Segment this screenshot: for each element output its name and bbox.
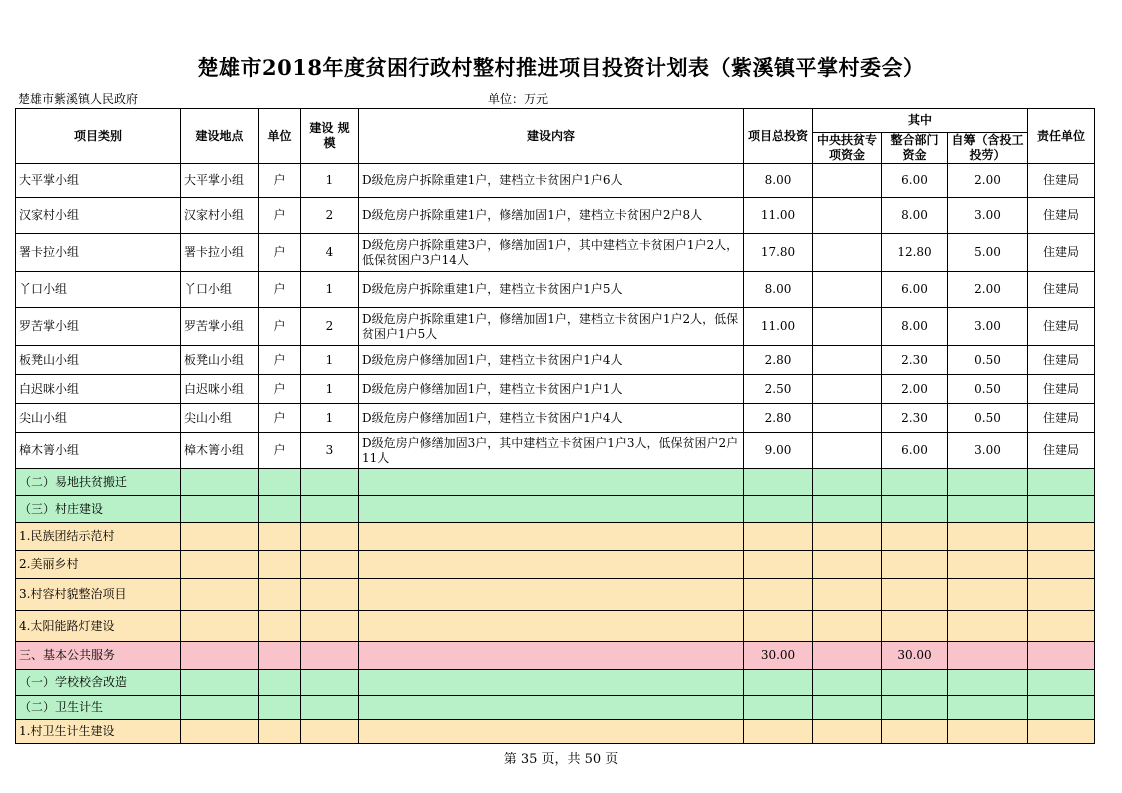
cell-self: 5.00 bbox=[948, 234, 1028, 272]
cell-integrated: 2.30 bbox=[882, 404, 948, 433]
cell-unit bbox=[259, 642, 301, 670]
table-row bbox=[16, 642, 1095, 670]
cell-integrated bbox=[882, 696, 948, 720]
cell-scale bbox=[301, 523, 359, 551]
cell-scale bbox=[301, 469, 359, 496]
cell-integrated bbox=[882, 551, 948, 579]
cell-total: 11.00 bbox=[744, 198, 813, 234]
cell-self bbox=[948, 670, 1028, 696]
cell-scale: 1 bbox=[301, 272, 359, 308]
cell-responsible bbox=[1028, 696, 1095, 720]
cell-total bbox=[744, 611, 813, 642]
cell-scale bbox=[301, 696, 359, 720]
cell-scale bbox=[301, 611, 359, 642]
cell-content: D级危房户拆除重建1户，建档立卡贫困户1户5人 bbox=[359, 272, 744, 308]
cell-integrated bbox=[882, 579, 948, 611]
cell-unit bbox=[259, 579, 301, 611]
cell-content bbox=[359, 720, 744, 744]
cell-central bbox=[813, 696, 882, 720]
cell-unit bbox=[259, 696, 301, 720]
header-responsible: 责任单位 bbox=[1028, 109, 1095, 164]
cell-location bbox=[181, 579, 259, 611]
table-row bbox=[16, 579, 1095, 611]
cell-self: 3.00 bbox=[948, 308, 1028, 346]
cell-category: 署卡拉小组 bbox=[16, 234, 181, 272]
cell-total bbox=[744, 496, 813, 523]
cell-scale: 3 bbox=[301, 433, 359, 469]
cell-location bbox=[181, 469, 259, 496]
cell-integrated: 2.30 bbox=[882, 346, 948, 375]
table-row bbox=[16, 375, 1095, 404]
cell-unit bbox=[259, 670, 301, 696]
cell-self bbox=[948, 696, 1028, 720]
cell-central bbox=[813, 375, 882, 404]
cell-responsible bbox=[1028, 523, 1095, 551]
cell-content bbox=[359, 579, 744, 611]
table-row bbox=[16, 523, 1095, 551]
cell-central bbox=[813, 642, 882, 670]
page-title: 楚雄市2018年度贫困行政村整村推进项目投资计划表（紫溪镇平掌村委会） bbox=[197, 55, 925, 80]
cell-category: 板凳山小组 bbox=[16, 346, 181, 375]
cell-scale: 1 bbox=[301, 164, 359, 198]
cell-content: D级危房户修缮加固1户，建档立卡贫困户1户1人 bbox=[359, 375, 744, 404]
cell-location bbox=[181, 670, 259, 696]
page-number: 第 35 页，共 50 页 bbox=[503, 752, 619, 767]
cell-total: 8.00 bbox=[744, 164, 813, 198]
cell-content: D级危房户拆除重建1户，修缮加固1户，建档立卡贫困户2户8人 bbox=[359, 198, 744, 234]
cell-self: 0.50 bbox=[948, 404, 1028, 433]
cell-unit: 户 bbox=[259, 308, 301, 346]
cell-responsible: 住建局 bbox=[1028, 346, 1095, 375]
cell-category: 白迟咪小组 bbox=[16, 375, 181, 404]
cell-content: D级危房户修缮加固1户，建档立卡贫困户1户4人 bbox=[359, 404, 744, 433]
cell-category: （二）卫生计生 bbox=[16, 696, 181, 720]
cell-unit: 户 bbox=[259, 346, 301, 375]
cell-unit: 户 bbox=[259, 198, 301, 234]
cell-total: 8.00 bbox=[744, 272, 813, 308]
cell-integrated: 30.00 bbox=[882, 642, 948, 670]
cell-integrated bbox=[882, 523, 948, 551]
cell-content: D级危房户修缮加固3户，其中建档立卡贫困户1户3人，低保贫困户2户11人 bbox=[359, 433, 744, 469]
cell-category: （二）易地扶贫搬迁 bbox=[16, 469, 181, 496]
cell-integrated: 8.00 bbox=[882, 198, 948, 234]
cell-location: 板凳山小组 bbox=[181, 346, 259, 375]
table-row bbox=[16, 496, 1095, 523]
table-row bbox=[16, 720, 1095, 744]
org-name: 楚雄市紫溪镇人民政府 bbox=[18, 92, 139, 106]
cell-total bbox=[744, 696, 813, 720]
cell-integrated bbox=[882, 496, 948, 523]
cell-content: D级危房户修缮加固1户，建档立卡贫困户1户4人 bbox=[359, 346, 744, 375]
cell-self bbox=[948, 551, 1028, 579]
cell-scale: 1 bbox=[301, 404, 359, 433]
cell-category: 4.太阳能路灯建设 bbox=[16, 611, 181, 642]
cell-total bbox=[744, 469, 813, 496]
cell-responsible: 住建局 bbox=[1028, 308, 1095, 346]
cell-location bbox=[181, 523, 259, 551]
cell-self: 2.00 bbox=[948, 164, 1028, 198]
cell-responsible: 住建局 bbox=[1028, 234, 1095, 272]
cell-scale bbox=[301, 579, 359, 611]
cell-central bbox=[813, 272, 882, 308]
table-row bbox=[16, 308, 1095, 346]
table-row bbox=[16, 346, 1095, 375]
cell-central bbox=[813, 164, 882, 198]
table-row bbox=[16, 164, 1095, 198]
cell-responsible: 住建局 bbox=[1028, 375, 1095, 404]
cell-unit bbox=[259, 611, 301, 642]
cell-total bbox=[744, 579, 813, 611]
header-scale: 建设 规模 bbox=[301, 109, 359, 164]
cell-responsible bbox=[1028, 579, 1095, 611]
cell-content bbox=[359, 670, 744, 696]
cell-self: 3.00 bbox=[948, 433, 1028, 469]
cell-content: D级危房户拆除重建1户，建档立卡贫困户1户6人 bbox=[359, 164, 744, 198]
cell-self: 0.50 bbox=[948, 375, 1028, 404]
table-body bbox=[16, 164, 1095, 744]
cell-responsible: 住建局 bbox=[1028, 433, 1095, 469]
cell-central bbox=[813, 469, 882, 496]
cell-content bbox=[359, 551, 744, 579]
cell-central bbox=[813, 198, 882, 234]
cell-integrated: 8.00 bbox=[882, 308, 948, 346]
cell-location: 尖山小组 bbox=[181, 404, 259, 433]
cell-self bbox=[948, 720, 1028, 744]
table-row bbox=[16, 611, 1095, 642]
cell-location: 署卡拉小组 bbox=[181, 234, 259, 272]
cell-location: 汉家村小组 bbox=[181, 198, 259, 234]
cell-category: 丫口小组 bbox=[16, 272, 181, 308]
cell-location bbox=[181, 696, 259, 720]
header-total: 项目总投资 bbox=[744, 109, 813, 164]
cell-scale bbox=[301, 551, 359, 579]
cell-total: 2.80 bbox=[744, 346, 813, 375]
cell-total bbox=[744, 523, 813, 551]
cell-scale bbox=[301, 642, 359, 670]
cell-responsible: 住建局 bbox=[1028, 164, 1095, 198]
cell-category: 樟木箐小组 bbox=[16, 433, 181, 469]
cell-unit: 户 bbox=[259, 234, 301, 272]
cell-unit: 户 bbox=[259, 272, 301, 308]
cell-total bbox=[744, 551, 813, 579]
header-location: 建设地点 bbox=[181, 109, 259, 164]
cell-responsible bbox=[1028, 642, 1095, 670]
cell-content bbox=[359, 642, 744, 670]
cell-scale bbox=[301, 720, 359, 744]
cell-central bbox=[813, 551, 882, 579]
cell-category: 大平掌小组 bbox=[16, 164, 181, 198]
cell-self: 3.00 bbox=[948, 198, 1028, 234]
cell-central bbox=[813, 523, 882, 551]
cell-unit bbox=[259, 469, 301, 496]
cell-central bbox=[813, 234, 882, 272]
cell-integrated: 2.00 bbox=[882, 375, 948, 404]
cell-category: 三、基本公共服务 bbox=[16, 642, 181, 670]
table-row bbox=[16, 551, 1095, 579]
cell-central bbox=[813, 433, 882, 469]
cell-unit bbox=[259, 720, 301, 744]
cell-category: 汉家村小组 bbox=[16, 198, 181, 234]
cell-total: 17.80 bbox=[744, 234, 813, 272]
cell-unit bbox=[259, 523, 301, 551]
cell-total: 2.50 bbox=[744, 375, 813, 404]
cell-responsible: 住建局 bbox=[1028, 272, 1095, 308]
cell-content: D级危房户拆除重建1户，修缮加固1户，建档立卡贫困户1户2人，低保贫困户1户5人 bbox=[359, 308, 744, 346]
cell-integrated bbox=[882, 469, 948, 496]
cell-location: 白迟咪小组 bbox=[181, 375, 259, 404]
cell-integrated: 12.80 bbox=[882, 234, 948, 272]
cell-category: （三）村庄建设 bbox=[16, 496, 181, 523]
cell-integrated: 6.00 bbox=[882, 272, 948, 308]
cell-central bbox=[813, 670, 882, 696]
cell-category: 罗苦掌小组 bbox=[16, 308, 181, 346]
cell-responsible: 住建局 bbox=[1028, 198, 1095, 234]
cell-unit bbox=[259, 551, 301, 579]
cell-scale bbox=[301, 496, 359, 523]
cell-category: 尖山小组 bbox=[16, 404, 181, 433]
cell-self bbox=[948, 496, 1028, 523]
cell-responsible bbox=[1028, 611, 1095, 642]
header-integrated: 整合部门资金 bbox=[882, 133, 948, 164]
cell-content: D级危房户拆除重建3户，修缮加固1户，其中建档立卡贫困户1户2人，低保贫困户3户14人 bbox=[359, 234, 744, 272]
cell-content bbox=[359, 611, 744, 642]
cell-scale: 4 bbox=[301, 234, 359, 272]
cell-central bbox=[813, 308, 882, 346]
cell-self bbox=[948, 642, 1028, 670]
header-content: 建设内容 bbox=[359, 109, 744, 164]
cell-central bbox=[813, 346, 882, 375]
cell-unit: 户 bbox=[259, 164, 301, 198]
cell-central bbox=[813, 404, 882, 433]
cell-category: 2.美丽乡村 bbox=[16, 551, 181, 579]
table-row bbox=[16, 234, 1095, 272]
cell-scale: 2 bbox=[301, 198, 359, 234]
cell-responsible bbox=[1028, 469, 1095, 496]
cell-integrated: 6.00 bbox=[882, 164, 948, 198]
header-central: 中央扶贫专项资金 bbox=[813, 133, 882, 164]
cell-self: 2.00 bbox=[948, 272, 1028, 308]
cell-central bbox=[813, 611, 882, 642]
header-of-which: 其中 bbox=[813, 109, 1028, 133]
cell-total: 11.00 bbox=[744, 308, 813, 346]
cell-unit bbox=[259, 496, 301, 523]
cell-self bbox=[948, 611, 1028, 642]
cell-central bbox=[813, 496, 882, 523]
cell-content bbox=[359, 469, 744, 496]
cell-integrated bbox=[882, 611, 948, 642]
cell-scale bbox=[301, 670, 359, 696]
cell-category: （一）学校校舍改造 bbox=[16, 670, 181, 696]
cell-total bbox=[744, 720, 813, 744]
cell-total bbox=[744, 670, 813, 696]
cell-location: 樟木箐小组 bbox=[181, 433, 259, 469]
header-self: 自筹（含投工投劳） bbox=[948, 133, 1028, 164]
table-row bbox=[16, 696, 1095, 720]
cell-scale: 1 bbox=[301, 375, 359, 404]
cell-scale: 1 bbox=[301, 346, 359, 375]
cell-self bbox=[948, 469, 1028, 496]
cell-category: 1.民族团结示范村 bbox=[16, 523, 181, 551]
cell-responsible bbox=[1028, 551, 1095, 579]
cell-self bbox=[948, 579, 1028, 611]
cell-unit: 户 bbox=[259, 433, 301, 469]
cell-content bbox=[359, 523, 744, 551]
cell-responsible bbox=[1028, 720, 1095, 744]
cell-location: 罗苦掌小组 bbox=[181, 308, 259, 346]
cell-location: 大平掌小组 bbox=[181, 164, 259, 198]
unit-label: 单位：万元 bbox=[488, 92, 549, 106]
cell-total: 2.80 bbox=[744, 404, 813, 433]
cell-central bbox=[813, 720, 882, 744]
cell-location: 丫口小组 bbox=[181, 272, 259, 308]
header-unit: 单位 bbox=[259, 109, 301, 164]
cell-self bbox=[948, 523, 1028, 551]
cell-unit: 户 bbox=[259, 404, 301, 433]
header-category: 项目类别 bbox=[16, 109, 181, 164]
cell-location bbox=[181, 551, 259, 579]
table-row bbox=[16, 272, 1095, 308]
cell-total: 30.00 bbox=[744, 642, 813, 670]
cell-location bbox=[181, 720, 259, 744]
table-row bbox=[16, 198, 1095, 234]
cell-integrated bbox=[882, 720, 948, 744]
cell-unit: 户 bbox=[259, 375, 301, 404]
cell-total: 9.00 bbox=[744, 433, 813, 469]
table-row bbox=[16, 433, 1095, 469]
table-row bbox=[16, 469, 1095, 496]
cell-self: 0.50 bbox=[948, 346, 1028, 375]
cell-responsible bbox=[1028, 496, 1095, 523]
cell-content bbox=[359, 696, 744, 720]
cell-category: 1.村卫生计生建设 bbox=[16, 720, 181, 744]
cell-content bbox=[359, 496, 744, 523]
table-row bbox=[16, 404, 1095, 433]
cell-integrated: 6.00 bbox=[882, 433, 948, 469]
cell-scale: 2 bbox=[301, 308, 359, 346]
cell-location bbox=[181, 611, 259, 642]
investment-table bbox=[15, 108, 1095, 744]
cell-responsible: 住建局 bbox=[1028, 404, 1095, 433]
cell-category: 3.村容村貌整治项目 bbox=[16, 579, 181, 611]
cell-central bbox=[813, 579, 882, 611]
table-row bbox=[16, 670, 1095, 696]
cell-responsible bbox=[1028, 670, 1095, 696]
cell-location bbox=[181, 496, 259, 523]
cell-location bbox=[181, 642, 259, 670]
cell-integrated bbox=[882, 670, 948, 696]
